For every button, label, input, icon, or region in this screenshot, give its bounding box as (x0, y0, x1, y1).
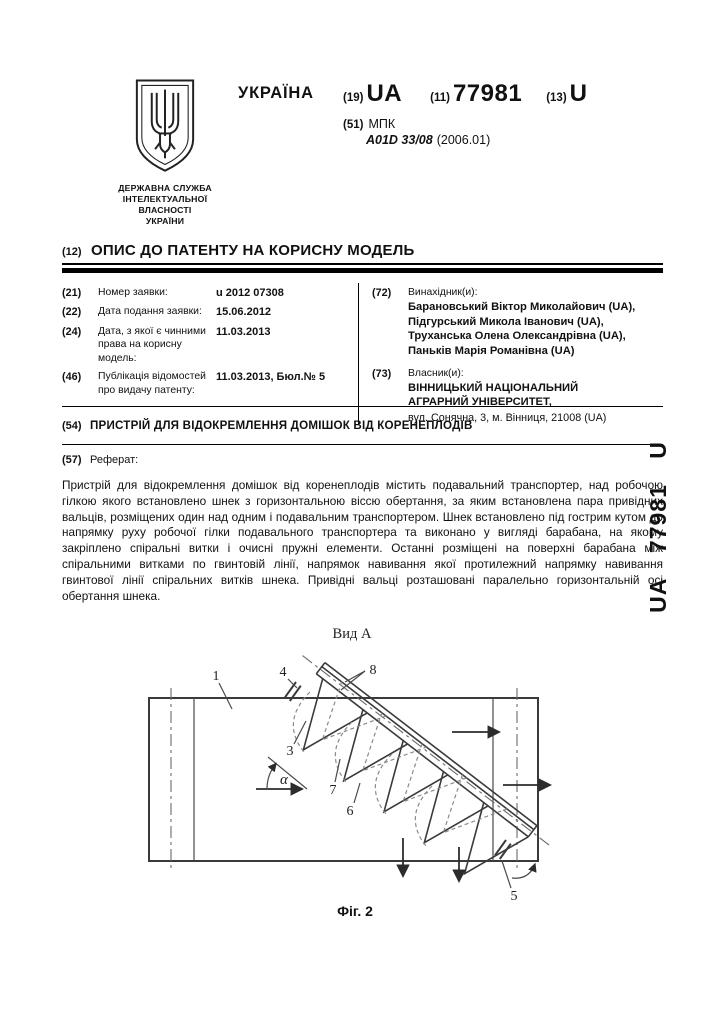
field-code: (72) (372, 287, 392, 299)
field-value: 11.03.2013, Бюл.№ 5 (216, 371, 326, 384)
field-code: (46) (62, 371, 82, 384)
flow-arrows (403, 732, 550, 881)
office-name-line: ВЛАСНОСТІ (138, 205, 192, 216)
angle-alpha-label: α (280, 772, 288, 788)
ref-label-3: 3 (286, 744, 294, 759)
field-value: u 2012 07308 (216, 287, 284, 299)
field-value: 15.06.2012 (216, 306, 272, 319)
auger-tube (303, 656, 550, 846)
field-code: (73) (372, 367, 392, 380)
patent-number: 77981 (452, 80, 523, 107)
publication-codes (343, 80, 588, 108)
ref-label-5: 5 (510, 889, 518, 904)
document-type-section (62, 242, 663, 273)
owner-name: ВІННИЦЬКИЙ НАЦІОНАЛЬНИЙ (408, 381, 579, 394)
field-code: (22) (62, 306, 82, 319)
inventor-name: Труханська Олена Олександрівна (UA), (408, 330, 626, 343)
heading-rule-thick (62, 268, 663, 273)
invention-title: ПРИСТРІЙ ДЛЯ ВІДОКРЕМЛЕННЯ ДОМІШОК ВІД КОРЕНЕПЛОДІВ (90, 419, 473, 432)
biblio-row-publication (62, 370, 358, 397)
ipc-class-code: A01D 33/08 (366, 133, 433, 147)
rotation-arc-arrow (512, 864, 535, 878)
owner-label: Власник(и): (408, 367, 464, 379)
ipc-class-version: (2006.01) (436, 133, 491, 147)
code-11-label: (11) (430, 92, 450, 104)
bibliographic-block (62, 283, 663, 425)
hidden-spiral-lines (293, 682, 507, 846)
field-label: Дата подання заявки: (98, 306, 202, 318)
biblio-right-column (358, 283, 663, 425)
inventors-list (408, 300, 663, 359)
code-19-label: (19) (343, 92, 364, 104)
ipc-label: МПК (368, 117, 396, 131)
biblio-row-filing-date (62, 305, 358, 319)
ref-label-6: 6 (346, 804, 354, 819)
code-19-value: UA (366, 80, 403, 107)
inventor-name: Паньків Марія Романівна (UA) (408, 345, 575, 358)
figure-caption: Фіг. 2 (337, 903, 373, 919)
inventors-label: Винахідник(и): (408, 287, 478, 298)
biblio-row-effective-date (62, 325, 358, 366)
code-57-label: (57) (62, 454, 82, 466)
office-name-line: УКРАЇНИ (145, 216, 185, 227)
abstract-label: Реферат: (90, 454, 139, 466)
document-type-title: ОПИС ДО ПАТЕНТУ НА КОРИСНУ МОДЕЛЬ (91, 242, 415, 259)
office-name (98, 183, 232, 228)
field-value: 11.03.2013 (216, 325, 271, 338)
ref-label-1: 1 (212, 669, 220, 684)
inventor-name: Барановський Віктор Миколайович (UA), (408, 300, 636, 313)
invention-title-section (62, 406, 663, 445)
ref-label-4: 4 (279, 665, 287, 680)
issuing-office-block (98, 78, 232, 228)
document-type-heading (62, 242, 663, 260)
figure-block (112, 622, 628, 928)
code-51-label: (51) (343, 119, 364, 131)
field-code: (21) (62, 287, 82, 299)
ref-label-7: 7 (329, 783, 337, 798)
ipc-classification (366, 133, 490, 147)
field-label: Номер заявки: (98, 287, 168, 298)
owner-address: вул. Сонячна, 3, м. Вінниця, 21008 (UA) (408, 412, 607, 425)
auger-flights (303, 679, 528, 874)
trident-emblem-icon (119, 78, 211, 174)
drive-rollers (285, 682, 511, 859)
abstract-section (62, 450, 663, 604)
ipc-heading (343, 117, 395, 131)
auger-axis-line (303, 656, 550, 846)
code-12-label: (12) (62, 246, 82, 258)
ref-label-8: 8 (369, 663, 377, 678)
office-name-line: ДЕРЖАВНА СЛУЖБА (118, 183, 212, 193)
biblio-row-application-number (62, 286, 358, 300)
side-publication-code: UA 77981 U (645, 441, 671, 613)
abstract-heading (62, 450, 663, 468)
country-name: УКРАЇНА (238, 84, 314, 102)
angle-annotation (256, 757, 307, 789)
biblio-left-column (62, 283, 358, 425)
abstract-text: Пристрій для відокремлення домішок від коренеплодів містить подавальний транспортер, над робочою гілкою якого встановлено шнек з горизонтальною віссю обертання, за яким встановлена пара привідних вальців, розміщених один над одним і подавальним транспортером. Шнек встановлено під гострим кутом до напрямку руху робочої гілки подавального транспортера та виконано у вигляді барабана, на якому закріплено спіральні витки і очисні пружні елементи. Останні розміщені на поверхні барабана між спіральними витками по гвинтовій лінії, напрямок навивання якої протилежний напрямку навивання гвинтової лінії спіральних витків шнека. Привідні вальці розташовані паралельно горизонтальній осі обертання шнека. (62, 478, 663, 603)
code-54-label: (54) (62, 420, 82, 432)
kind-code: U (569, 80, 588, 107)
field-label: Публікація відомостей про видачу патенту: (98, 371, 206, 396)
patent-drawing (112, 622, 628, 928)
office-name-line: ІНТЕЛЕКТУАЛЬНОЇ (122, 194, 208, 205)
inventors-row (372, 286, 663, 359)
heading-rule-thin (62, 263, 663, 265)
field-label: Дата, з якої є чинними права на корисну модель: (98, 325, 206, 364)
code-13-label: (13) (546, 92, 567, 104)
inventor-name: Підгурський Микола Іванович (UA), (408, 315, 604, 328)
field-code: (24) (62, 325, 82, 338)
figure-view-label: Вид А (332, 626, 372, 642)
owner-name: АГРАРНИЙ УНІВЕРСИТЕТ, (408, 396, 552, 409)
